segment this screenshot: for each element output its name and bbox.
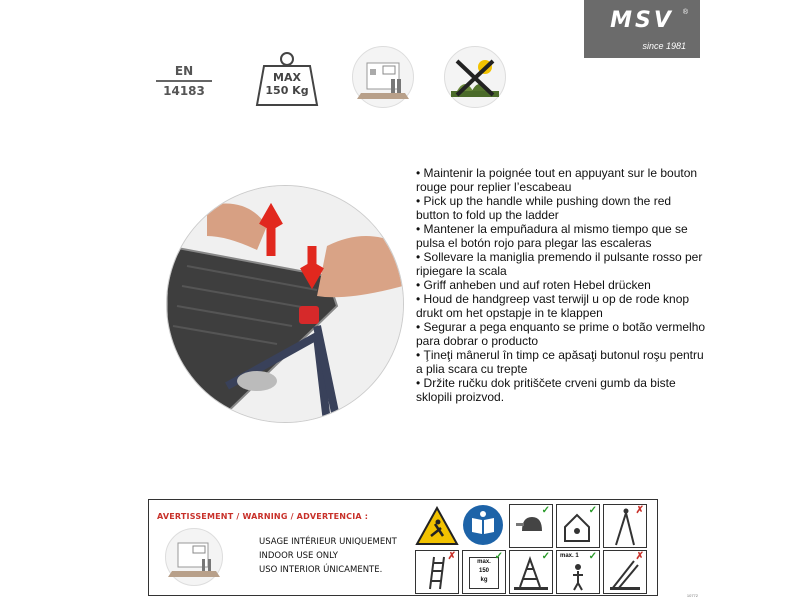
allowed-check-icon: ✓ <box>541 551 550 562</box>
no-outdoor-use-icon <box>444 46 506 108</box>
instruction-pt: • Segurar a pega enquanto se prime o botão vermelho para dobrar o producto <box>416 320 706 348</box>
no-overreach-pictogram <box>603 550 647 594</box>
pictogram-max-unit: kg <box>480 577 488 583</box>
instruction-es: • Mantener la empuñadura al mismo tiempo que se pulsa el botón rojo para plegar las escaleras <box>416 222 688 250</box>
allowed-check-icon: ✓ <box>588 505 597 516</box>
brand-logo <box>584 0 700 58</box>
brand-name: MSV <box>610 8 674 33</box>
max-load-weight-icon <box>254 50 320 108</box>
forbidden-cross-icon: ✗ <box>635 505 644 516</box>
instruction-de: • Griff anheben und auf roten Hebel drücken <box>416 278 651 292</box>
warning-line-en: INDOOR USE ONLY <box>259 551 338 561</box>
instruction-it: • Sollevare la maniglia premendo il pulsante rosso per ripiegare la scala <box>416 250 703 278</box>
instruction-nl: • Houd de handgreep vast terwijl u op de rode knop drukt om het opstapje in te klappen <box>416 292 690 320</box>
indoor-use-icon <box>352 46 414 108</box>
registered-mark: ® <box>682 9 688 16</box>
brand-since: since 1981 <box>642 41 686 51</box>
warning-line-es: USO INTERIOR ÚNICAMENTE. <box>259 565 383 575</box>
pictogram-max-label: max. <box>477 559 491 565</box>
allowed-check-icon: ✓ <box>541 505 550 516</box>
wear-helmet-pictogram <box>509 504 553 548</box>
stable-ground-pictogram <box>509 550 553 594</box>
indoor-house-pictogram <box>556 504 600 548</box>
caution-triangle-icon <box>415 506 459 546</box>
read-manual-icon <box>462 504 504 546</box>
norm-number: 14183 <box>163 83 205 98</box>
instruction-en: • Pick up the handle while pushing down the red button to fold up the ladder <box>416 194 672 222</box>
pictogram-max-value: 150 <box>478 568 489 574</box>
allowed-check-icon: ✓ <box>494 551 503 562</box>
allowed-check-icon: ✓ <box>588 551 597 562</box>
fold-instructions <box>416 166 706 404</box>
norm-divider <box>156 80 212 82</box>
forbidden-cross-icon: ✗ <box>635 551 644 562</box>
warning-box <box>148 499 658 596</box>
max-load-line1: MAX <box>273 71 301 84</box>
warning-text <box>259 535 397 577</box>
product-reference: 10772 <box>686 593 698 598</box>
instruction-ro: • Ţineţi mânerul în timp ce apăsaţi butonul roşu pentru a plia scara cu trepte <box>416 348 704 376</box>
no-step-on-top-pictogram <box>603 504 647 548</box>
norm-label <box>154 64 214 98</box>
forbidden-cross-icon: ✗ <box>447 551 456 562</box>
instruction-hr: • Držite ručku dok pritiščete crveni gumb da biste sklopili proizvod. <box>416 376 676 404</box>
max-one-person-pictogram <box>556 550 600 594</box>
max-load-line2: 150 Kg <box>265 84 309 97</box>
pictogram-max-persons: max. 1 <box>560 553 579 559</box>
warning-title: AVERTISSEMENT / WARNING / ADVERTENCIA : <box>157 512 369 521</box>
indoor-use-small-icon <box>165 528 223 586</box>
max-load-pictogram <box>462 550 506 594</box>
fold-ladder-photo <box>166 185 404 423</box>
instruction-fr: • Maintenir la poignée tout en appuyant sur le bouton rouge pour replier l’escabeau <box>416 166 698 194</box>
no-lean-ladder-pictogram <box>415 550 459 594</box>
warning-line-fr: USAGE INTÉRIEUR UNIQUEMENT <box>259 537 397 547</box>
norm-top: EN <box>174 64 194 78</box>
